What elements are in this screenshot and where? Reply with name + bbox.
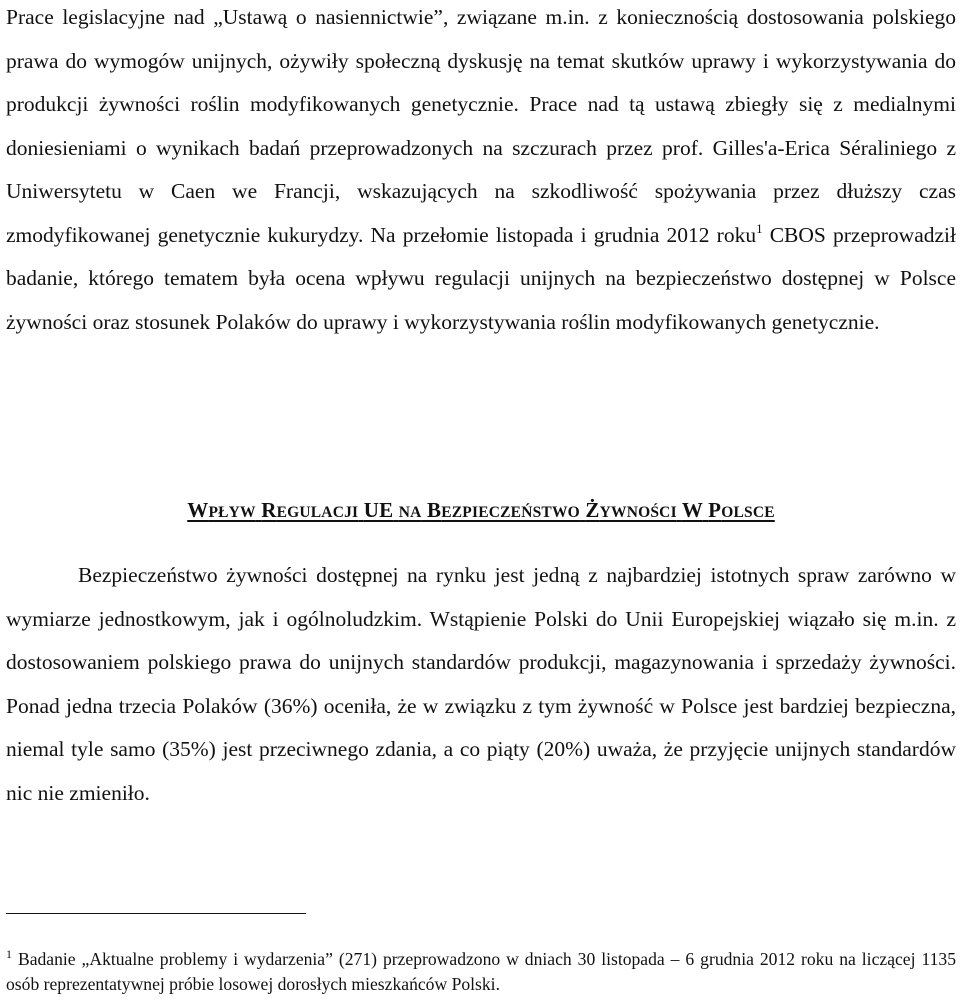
footnote-separator <box>6 913 306 914</box>
footnote-reference-mark[interactable]: 1 <box>756 220 763 236</box>
heading-smallcaps: OLSCE <box>721 504 775 522</box>
footnote-text: Badanie „Aktualne problemy i wydarzenia” (271) przeprowadzono w dniach 30 listopada – 6 grudnia 2012 roku na liczącej 1135 osób reprezentatywnej próbie losowej dorosłych mieszkańców Polski. <box>6 949 956 994</box>
heading-smallcaps: YWNOŚCI <box>599 504 677 522</box>
heading-letter: W <box>681 498 703 523</box>
section-heading <box>6 498 956 523</box>
heading-letter: W <box>187 498 209 523</box>
intro-paragraph <box>6 0 956 344</box>
heading-smallcaps: NA <box>398 504 422 522</box>
heading-smallcaps: EGULACJI <box>276 504 359 522</box>
body-paragraph: Bezpieczeństwo żywności dostępnej na rynku jest jedną z najbardziej istotnych spraw zarówno w wymiarze jednostkowym, jak i ogólnoludzkim. Wstąpienie Polski do Unii Europejskiej wiązało się m.in. z dostosowaniem polskiego prawa do unijnych standardów produkcji, magazynowania i sprzedaży żywności. Ponad jedna trzecia Polaków (36%) oceniła, że w związku z tym żywność w Polsce jest bardziej bezpieczna, niemal tyle samo (35%) jest przeciwnego zdania, a co piąty (20%) uważa, że przyjęcie unijnych standardów nic nie zmieniło. <box>6 563 956 805</box>
heading-smallcaps: PŁYW <box>208 504 256 522</box>
intro-text-part-1: Prace legislacyjne nad „Ustawą o nasiennictwie”, związane m.in. z koniecznością dostosowania polskiego prawa do wymogów unijnych, ożywiły społeczną dyskusję na temat skutków uprawy i wykorzystywania do produkcji żywności roślin modyfikowanych genetycznie. Prace nad tą ustawą zbiegły się z medialnymi doniesieniami o wynikach badań przeprowadzonych na szczurach przez prof. Gilles'a-Erica Séraliniego z Uniwersytetu w Caen we Francji, wskazujących na szkodliwość spożywania przez dłuższy czas zmodyfikowanej genetycznie kukurydzy. Na przełomie listopada i grudnia 2012 roku <box>6 5 956 247</box>
footnote <box>6 947 956 997</box>
heading-letter: B <box>427 498 442 523</box>
footnote-mark: 1 <box>6 947 12 961</box>
heading-letter: R <box>261 498 277 523</box>
intro-text-part-2: CBOS przeprowadził badanie, którego tematem była ocena wpływu regulacji unijnych na bezpieczeństwo dostępnej w Polsce żywności oraz stosunek Polaków do uprawy i wykorzystywania roślin modyfikowanych genetycznie. <box>6 222 956 334</box>
heading-letter: P <box>708 498 722 523</box>
heading-smallcaps: EZPIECZEŃSTWO <box>441 504 580 522</box>
heading-letter: Ż <box>585 498 600 523</box>
heading-word: UE <box>363 498 394 523</box>
